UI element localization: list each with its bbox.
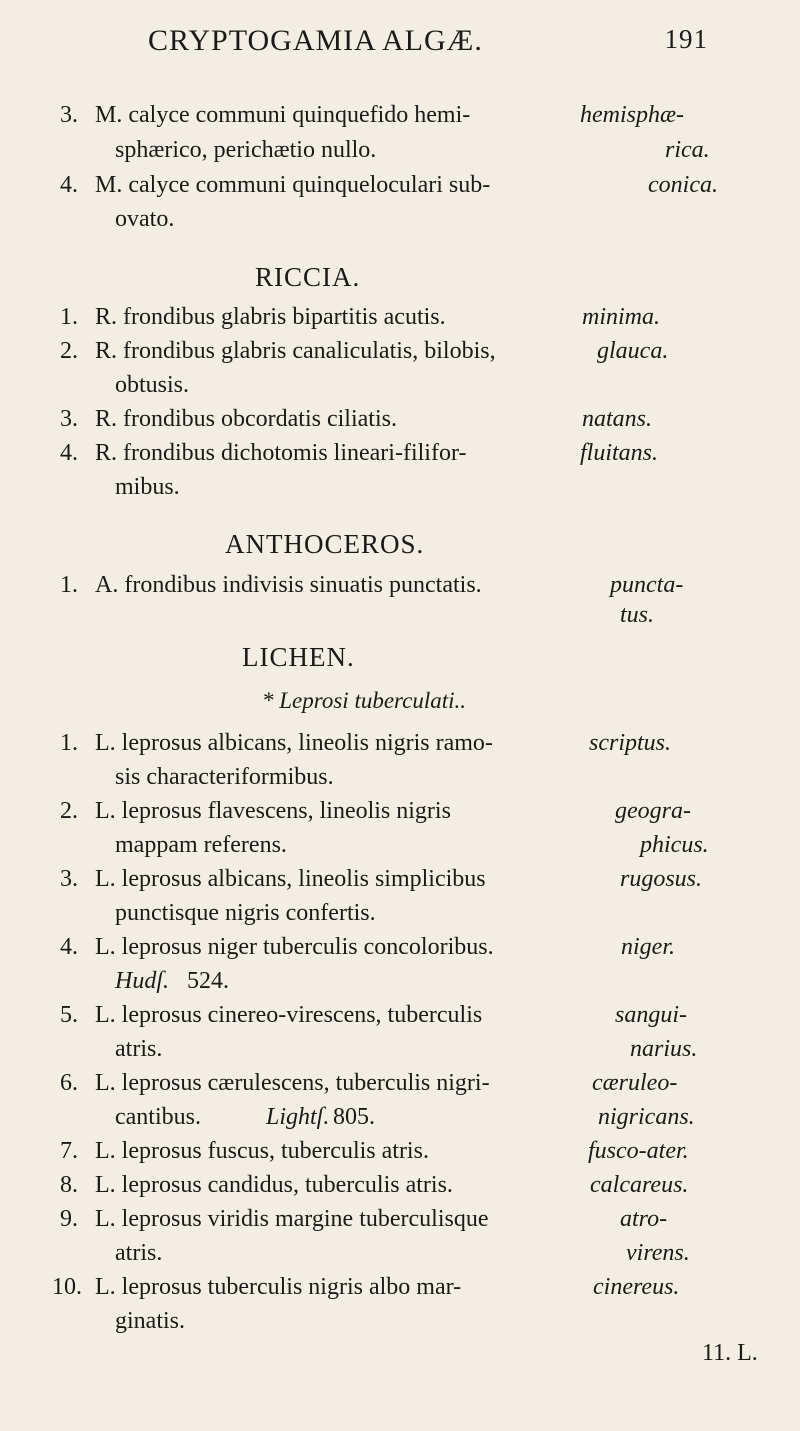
entry-number: 3. (60, 866, 78, 892)
entry-line: L. leprosus tuberculis nigris albo mar- (95, 1274, 462, 1300)
entry-number: 1. (60, 304, 78, 330)
entry-line: ovato. (115, 206, 175, 232)
entry-line: L. leprosus fuscus, tuberculis atris. (95, 1138, 429, 1164)
epithet: minima. (582, 304, 660, 330)
page-number: 191 (664, 24, 708, 54)
genus-heading: ANTHOCEROS. (225, 529, 425, 559)
entry-line: obtusis. (115, 372, 190, 398)
entry-number: 4. (60, 440, 78, 466)
citation-page: 524. (187, 968, 229, 994)
entry-line: M. calyce communi quinqueloculari sub- (95, 172, 491, 198)
epithet: fusco-ater. (588, 1138, 689, 1164)
entry-number: 1. (60, 572, 78, 598)
entry-line: L. leprosus albicans, lineolis nigris ramo- (95, 730, 493, 756)
epithet: conica. (648, 172, 718, 198)
epithet: atro- (620, 1206, 668, 1232)
section-subheading: * Leprosi tuberculati.. (262, 688, 467, 713)
epithet: natans. (582, 406, 653, 432)
genus-heading: RICCIA. (255, 262, 361, 292)
epithet: sangui- (615, 1002, 687, 1028)
epithet: virens. (626, 1240, 690, 1266)
catchword: 11. L. (702, 1340, 758, 1366)
epithet: scriptus. (589, 730, 672, 756)
citation: Hudſ. (115, 968, 169, 994)
entry-number: 8. (60, 1172, 78, 1198)
epithet: geogra- (615, 798, 691, 824)
entry-number: 1. (60, 730, 78, 756)
entry-number: 3. (60, 102, 78, 128)
entry-number: 4. (60, 934, 78, 960)
epithet: cinereus. (593, 1274, 680, 1300)
entry-line: mibus. (115, 474, 180, 500)
entry-line: atris. (115, 1036, 163, 1062)
entry-line: L. leprosus cærulescens, tuberculis nigri- (95, 1070, 490, 1096)
entry-number: 3. (60, 406, 78, 432)
entry-line: mappam referens. (115, 832, 287, 858)
citation-page: 805. (333, 1104, 375, 1130)
entry-line: sis characteriformibus. (115, 764, 334, 790)
entry-line: A. frondibus indivisis sinuatis punctatis. (95, 572, 482, 598)
entry-number: 2. (60, 798, 78, 824)
entry-number: 7. (60, 1138, 78, 1164)
entry-number: 6. (60, 1070, 78, 1096)
epithet: phicus. (640, 832, 709, 858)
entry-line: R. frondibus glabris bipartitis acutis. (95, 304, 446, 330)
entry-number: 2. (60, 338, 78, 364)
epithet: rica. (665, 137, 710, 163)
entry-line: R. frondibus glabris canaliculatis, bilobis, (95, 338, 496, 364)
entry-number: 10. (52, 1274, 82, 1300)
epithet: tus. (620, 602, 655, 628)
epithet: nigricans. (598, 1104, 695, 1130)
epithet: hemisphæ- (580, 102, 684, 128)
entry-line: M. calyce communi quinquefido hemi- (95, 102, 471, 128)
entry-number: 5. (60, 1002, 78, 1028)
entry-line: L. leprosus niger tuberculis concoloribus. (95, 934, 494, 960)
citation: Lightſ. (266, 1104, 330, 1130)
entry-line: ginatis. (115, 1308, 185, 1334)
epithet: puncta- (610, 572, 684, 598)
epithet: glauca. (597, 338, 669, 364)
entry-line: cantibus. (115, 1104, 201, 1130)
entry-line: sphærico, perichætio nullo. (115, 137, 377, 163)
genus-heading: LICHEN. (242, 642, 355, 672)
epithet: calcareus. (590, 1172, 689, 1198)
entry-line: L. leprosus albicans, lineolis simplicibus (95, 866, 486, 892)
epithet: cæruleo- (592, 1070, 678, 1096)
epithet: rugosus. (620, 866, 703, 892)
entry-line: atris. (115, 1240, 163, 1266)
running-title: CRYPTOGAMIA ALGÆ. (148, 24, 483, 57)
epithet: narius. (630, 1036, 698, 1062)
entry-line: L. leprosus flavescens, lineolis nigris (95, 798, 451, 824)
entry-line: R. frondibus obcordatis ciliatis. (95, 406, 397, 432)
entry-line: L. leprosus cinereo-virescens, tuberculis (95, 1002, 483, 1028)
epithet: fluitans. (580, 440, 659, 466)
entry-line: L. leprosus candidus, tuberculis atris. (95, 1172, 453, 1198)
entry-line: punctisque nigris confertis. (115, 900, 376, 926)
entry-number: 9. (60, 1206, 78, 1232)
entry-line: L. leprosus viridis margine tuberculisque (95, 1206, 489, 1232)
entry-line: R. frondibus dichotomis lineari-filifor- (95, 440, 467, 466)
entry-number: 4. (60, 172, 78, 198)
epithet: niger. (621, 934, 675, 960)
